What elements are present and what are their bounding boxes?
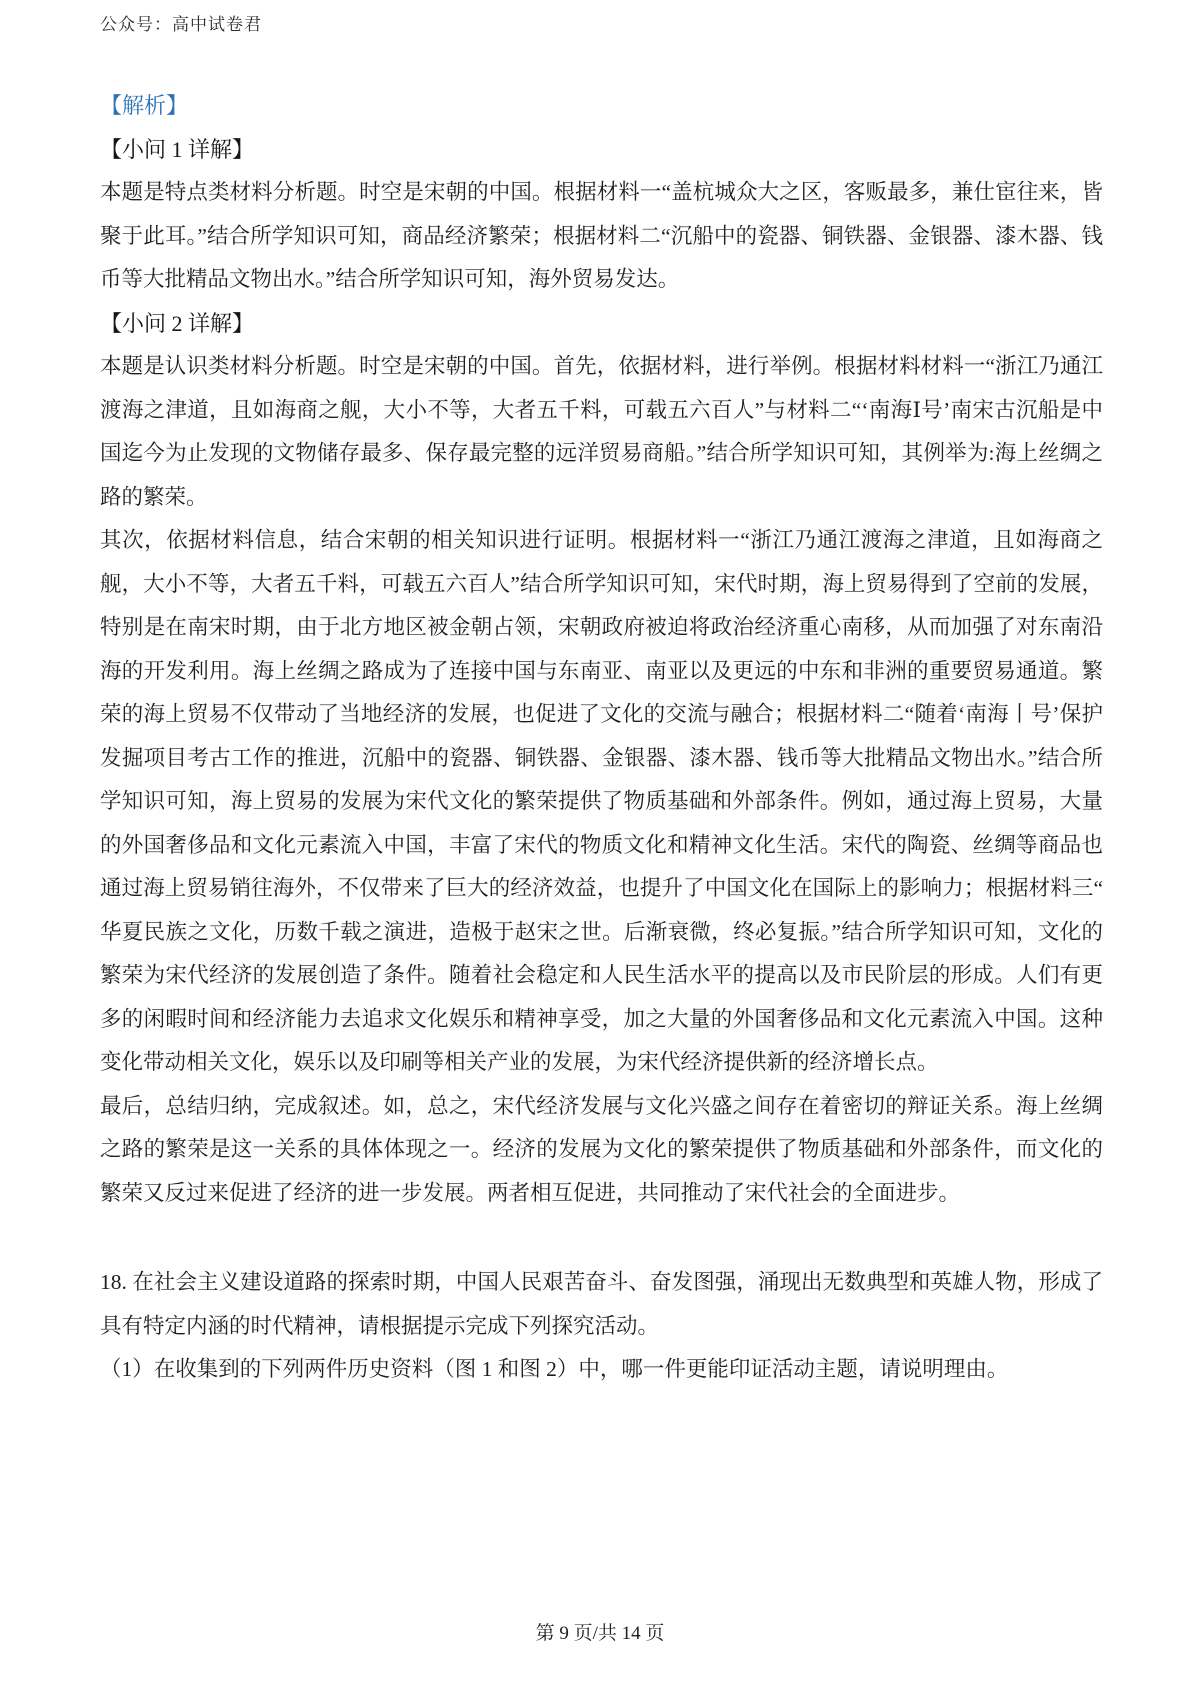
question-18-stem: 18. 在社会主义建设道路的探索时期，中国人民艰苦奋斗、奋发图强，涌现出无数典型和英雄人物，形成了具有特定内涵的时代精神，请根据提示完成下列探究活动。: [100, 1270, 1103, 1338]
sub-question-1-paragraph: 本题是特点类材料分析题。时空是宋朝的中国。根据材料一“盖杭城众大之区，客贩最多，兼仕宦往来，皆聚于此耳。”结合所学知识可知，商品经济繁荣；根据材料二“沉船中的瓷器、铜铁器、金银器、漆木器、钱币等大批精品文物出水。”结合所学知识可知，海外贸易发达。: [100, 180, 1103, 291]
sub-question-2-heading: 【小问 2 详解】: [100, 310, 255, 336]
analysis-label: 【解析】: [100, 93, 189, 118]
sub-question-2-paragraph-3: 最后，总结归纳，完成叙述。如，总之，宋代经济发展与文化兴盛之间存在着密切的辩证关系。海上丝绸之路的繁荣是这一关系的具体体现之一。经济的发展为文化的繁荣提供了物质基础和外部条件，而文化的繁荣又反过来促进了经济的进一步发展。两者相互促进，共同推动了宋代社会的全面进步。: [100, 1093, 1103, 1205]
header-note: 公众号：高中试卷君: [100, 15, 262, 34]
question-18-block: [100, 1261, 1103, 1392]
sub-question-1-heading: 【小问 1 详解】: [100, 136, 255, 162]
page-content: [100, 84, 1125, 1392]
question-18-part-1: （1）在收集到的下列两件历史资料（图 1 和图 2）中，哪一件更能印证活动主题，请说明理由。: [100, 1357, 1009, 1381]
page-number-footer: 第 9 页/共 14 页: [535, 1623, 665, 1644]
sub-question-2-paragraph-1: 本题是认识类材料分析题。时空是宋朝的中国。首先，依据材料，进行举例。根据材料材料一“浙江乃通江渡海之津道，且如海商之舰，大小不等，大者五千料，可载五六百人”与材料二“‘南海Ⅰ号’南宋古沉船是中国迄今为止发现的文物储存最多、保存最完整的远洋贸易商船。”结合所学知识可知，其例举为:海上丝绸之路的繁荣。: [100, 354, 1103, 509]
sub-question-2-paragraph-2: 其次，依据材料信息，结合宋朝的相关知识进行证明。根据材料一“浙江乃通江渡海之津道，且如海商之舰，大小不等，大者五千料，可载五六百人”结合所学知识可知，宋代时期，海上贸易得到了空前的发展，特别是在南宋时期，由于北方地区被金朝占领，宋朝政府被迫将政治经济重心南移，从而加强了对东南沿海的开发利用。海上丝绸之路成为了连接中国与东南亚、南亚以及更远的中东和非洲的重要贸易通道。繁荣的海上贸易不仅带动了当地经济的发展，也促进了文化的交流与融合；根据材料二“随着‘南海丨号’保护发掘项目考古工作的推进，沉船中的瓷器、铜铁器、金银器、漆木器、钱币等大批精品文物出水。”结合所学知识可知，海上贸易的发展为宋代文化的繁荣提供了物质基础和外部条件。例如，通过海上贸易，大量的外国奢侈品和文化元素流入中国，丰富了宋代的物质文化和精神文化生活。宋代的陶瓷、丝绸等商品也通过海上贸易销往海外，不仅带来了巨大的经济效益，也提升了中国文化在国际上的影响力；根据材料三“ 华夏民族之文化，历数千载之演进，造极于赵宋之世。后渐衰微，终必复振。”结合所学知识可知，文化的繁荣为宋代经济的发展创造了条件。随着社会稳定和人民生活水平的提高以及市民阶层的形成。人们有更多的闲暇时间和经济能力去追求文化娱乐和精神享受，加之大量的外国奢侈品和文化元素流入中国。这种变化带动相关文化，娱乐以及印刷等相关产业的发展，为宋代经济提供新的经济增长点。: [100, 528, 1125, 1074]
